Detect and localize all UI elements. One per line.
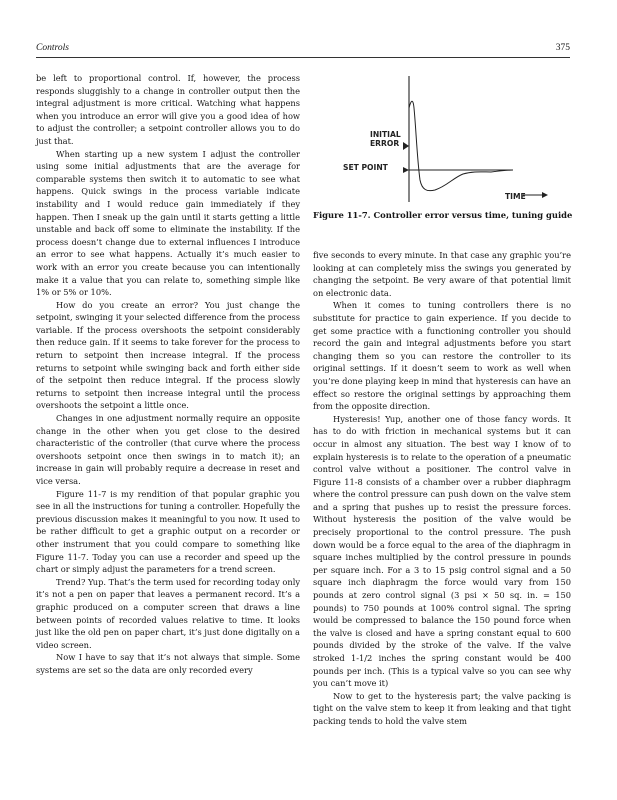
paragraph: five seconds to every minute. In that case any graphic you’re looking at can completely miss the swings you generated by changing the setpoint. Be very aware of that potential limit on electronic data.: [313, 250, 571, 298]
paragraph: Changes in one adjustment normally require an opposite change in the other when you get close to the desired characteristic of the controller (that curve where the process overshoots setpoint once then swings in to match it); an increase in gain will probably require a decrease in reset and vice versa.: [36, 413, 300, 486]
paragraph: Figure 11-7 is my rendition of that popular graphic you see in all the instructions for tuning a controller. Hopefully the previous discussion makes it meaningful to you now. It used to be rather difficult to get a graphic output on a recorder or other instrument that you could compare to something like Figure 11-7. Today you can use a recorder and speed up the chart or simply adjust the parameters for a trend screen.: [36, 488, 300, 575]
paragraph: be left to proportional control. If, however, the process responds sluggishly to a change in controller output then the integral adjustment is more critical. Watching what happens when you introduce an error will give you a good idea of how to adjust the controller; a setpoint controller allows you to do just that.: [36, 73, 300, 146]
left-column: [36, 72, 300, 677]
figure-caption: Figure 11-7. Controller error versus time, tuning guide: [313, 210, 573, 220]
initial-error-arrow: [403, 142, 409, 150]
paragraph: Now to get to the hysteresis part; the valve packing is tight on the valve stem to keep it from leaking and that tight packing tends to hold the valve stem: [313, 690, 571, 726]
paragraph: Hysteresis! Yup, another one of those fancy words. It has to do with friction in mechanical systems but it can occur in almost any situation. The best way I know of to explain hysteresis is to relate to the operation of a pneumatic control valve without a positioner. The control valve in Figure 11-8 consists of a chamber over a rubber diaphragm where the control pressure can push down on the valve stem and a spring that pushes up to resist the pressure forces. Without hysteresis the position of the valve would be precisely proportional to the control pressure. The push down would be a force equal to the area of the diaphragm in square inches multiplied by the control pressure in pounds per square inch. For a 3 to 15 psig control signal and a 50 square inch diaphragm the force would vary from 150 pounds at zero control signal (3 psi × 50 sq. in. = 150 pounds) to 750 pounds at 100% control signal. The spring would be compressed to balance the 150 pound force when the valve is closed and have a spring constant equal to 600 pounds divided by the stroke of the valve. If the valve stroked 1-1/2 inches the spring constant would be 400 pounds per inch. (This is a typical valve so you can see why you can’t move it): [313, 413, 571, 689]
set-point-label: SET POINT: [343, 163, 388, 172]
set-point-arrow: [403, 167, 409, 173]
paragraph: When starting up a new system I adjust the controller using some initial adjustments that are the average for comparable systems then switch it to automatic to see what happens. Quick swings in the process variable indicate instability and I would reduce gain immediately if they happen. Then I sneak up the gain until it starts getting a little unstable and back off some to eliminate the instability. If the process doesn’t change due to external influences I introduce an error to see what happens. Actually it’s much easier to work with an error you create because you can intentionally make it a value that you can relate to, something simple like 1% or 5% or 10%.: [36, 148, 300, 298]
running-head: [36, 43, 570, 57]
right-column: [313, 249, 571, 728]
paragraph: How do you create an error? You just change the setpoint, swinging it your selected difference from the process variable. If the process overshoots the setpoint considerably then reduce gain. If it seems to take forever for the process to return to setpoint then increase integral. If the process returns to setpoint while swinging back and forth either side of the setpoint then reduce integral. If the process slowly returns to setpoint then increase integral until the process overshoots the setpoint a little once.: [36, 299, 300, 411]
initial-label: INITIAL: [370, 130, 401, 139]
time-label: TIME: [505, 192, 526, 201]
page-number: 375: [555, 43, 570, 53]
error-vs-time-graph: [313, 68, 571, 208]
response-curve: [409, 101, 513, 190]
chapter-title: Controls: [36, 43, 69, 53]
header-rule: [36, 57, 570, 58]
error-label: ERROR: [370, 139, 400, 148]
paragraph: Now I have to say that it’s not always that simple. Some systems are set so the data are only recorded every: [36, 652, 300, 675]
paragraph: When it comes to tuning controllers there is no substitute for practice to gain experience. If you decide to get some practice with a functioning controller you should record the gain and integral adjustments before you start changing them so you can restore the controller to its original settings. If it doesn’t seem to work as well when you’re done playing keep in mind that hysteresis can have an effect so restore the original settings by approaching them from the opposite direction.: [313, 300, 571, 412]
time-arrow-head: [542, 192, 548, 198]
paragraph: Trend? Yup. That’s the term used for recording today only it’s not a pen on paper that leaves a permanent record. It’s a graphic produced on a computer screen that draws a line between points of recorded values relative to time. It looks just like the old pen on paper chart, it’s just done digitally on a video screen.: [36, 576, 300, 650]
